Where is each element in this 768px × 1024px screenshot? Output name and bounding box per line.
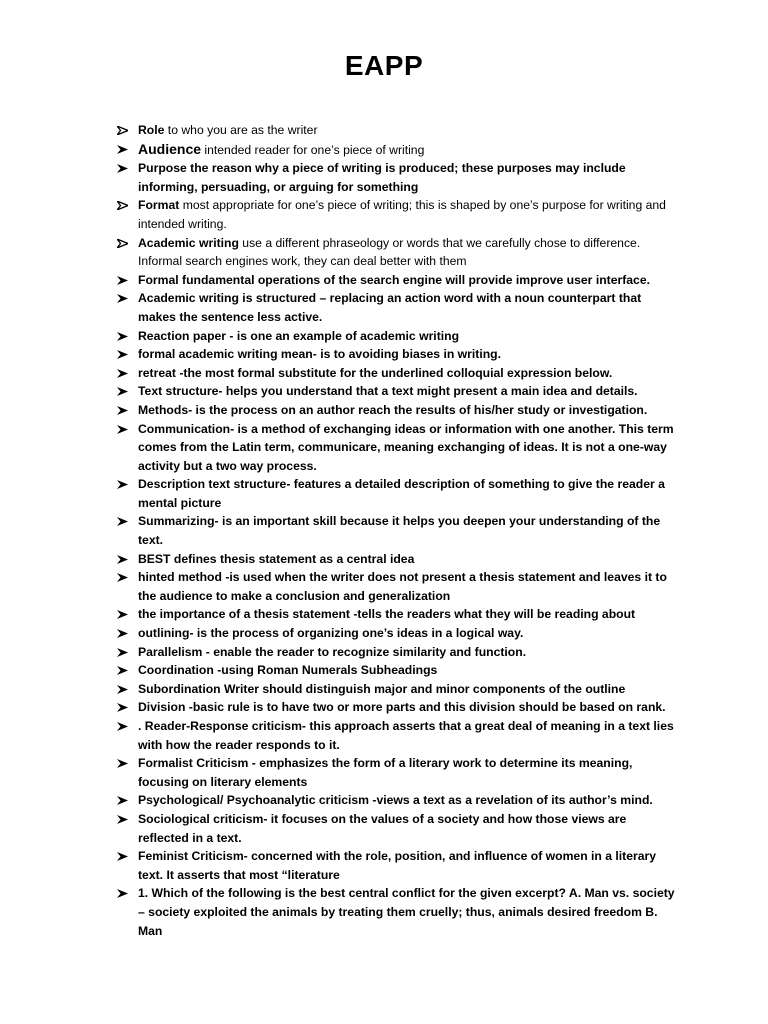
item-term: formal academic writing mean (138, 347, 313, 362)
list-item (117, 234, 677, 271)
item-text: - is an important skill because it helps you deepen your understanding of the text. (138, 514, 661, 548)
item-term: Methods (138, 402, 189, 417)
arrow-bullet-icon (117, 164, 128, 173)
item-term: Audience (138, 140, 202, 157)
item-term: Summarizing (138, 514, 215, 529)
item-term: the importance of a thesis statement (138, 607, 350, 622)
arrow-bullet-icon (117, 629, 128, 638)
arrow-bullet-icon (117, 517, 128, 526)
arrow-bullet-icon (117, 126, 128, 135)
item-term: Psychological/ Psychoanalytic criticism (138, 793, 369, 808)
arrow-bullet-icon (117, 201, 128, 210)
arrow-bullet-icon (117, 145, 128, 154)
list-item (117, 884, 677, 940)
arrow-bullet-icon (117, 276, 128, 285)
page-title: EAPP (344, 50, 424, 81)
arrow-bullet-icon (117, 648, 128, 657)
arrow-bullet-icon (117, 480, 128, 489)
item-term: Coordination (138, 663, 214, 678)
arrow-bullet-icon (117, 350, 128, 359)
item-term: Description (138, 477, 206, 492)
list-item (117, 159, 677, 196)
item-text: - enable the reader to recognize similarity and function. (202, 644, 527, 659)
item-text: Writer should distinguish major and minor components of the outline (220, 681, 626, 696)
item-text: -the most formal substitute for the underlined colloquial expression below. (175, 365, 613, 380)
item-term: Academic writing (138, 291, 239, 306)
list-item (117, 327, 677, 346)
item-term: Subordination (138, 681, 221, 696)
item-term: Role (138, 123, 165, 137)
item-term: Formalist Criticism (138, 756, 249, 771)
item-text: the reason why a piece of writing is produced; these purposes may include informing, persuading, or arguing for something (138, 161, 626, 194)
list-item (117, 605, 677, 624)
arrow-bullet-icon (117, 294, 128, 303)
item-term: hinted method (138, 570, 222, 585)
item-text: - is the process on an author reach the results of his/her study or investigation. (188, 402, 648, 417)
list-item (117, 698, 677, 717)
item-term: . Reader-Response criticism (138, 719, 302, 733)
list-item (117, 643, 677, 662)
item-text: text structure- features a detailed description of something to give the reader a mental picture (138, 477, 665, 510)
list-item (117, 121, 677, 140)
item-text: -using Roman Numerals Subheadings (213, 663, 438, 678)
item-term: Format (138, 198, 180, 213)
arrow-bullet-icon (117, 852, 128, 861)
item-term: Formal (138, 272, 179, 287)
arrow-bullet-icon (117, 369, 128, 378)
item-text: defines thesis statement as a central idea (170, 551, 415, 566)
item-term: Academic writing (138, 235, 239, 250)
list-item (117, 550, 677, 569)
item-term: Feminist Criticism (138, 849, 244, 864)
item-text: to who you are as the writer (164, 123, 318, 137)
list-item (117, 382, 677, 401)
item-text: - this approach asserts that a great deal of meaning in a text lies with how the reader responds to it. (138, 719, 674, 752)
item-term: retreat (138, 365, 176, 380)
item-term: Sociological criticism (138, 811, 264, 826)
list-item (117, 475, 677, 512)
item-term: Communication (138, 421, 231, 436)
item-text: is structured – replacing an action word with a noun counterpart that makes the sentence less active. (138, 291, 642, 324)
item-term: outlining (138, 626, 190, 641)
list-item (117, 512, 677, 549)
list-item (117, 717, 677, 754)
list-item (117, 810, 677, 847)
list-item (117, 661, 677, 680)
arrow-bullet-icon (117, 610, 128, 619)
arrow-bullet-icon (117, 703, 128, 712)
arrow-bullet-icon (117, 722, 128, 731)
item-term: Parallelism (138, 644, 203, 659)
arrow-bullet-icon (117, 573, 128, 582)
item-text: - is one an example of academic writing (226, 328, 460, 343)
list-item (117, 196, 677, 233)
arrow-bullet-icon (117, 387, 128, 396)
item-text: -tells the readers what they will be reading about (349, 607, 636, 622)
list-item (117, 624, 677, 643)
item-term: Text structure (138, 384, 219, 399)
arrow-bullet-icon (117, 425, 128, 434)
item-term: Reaction paper (138, 328, 227, 343)
list-item (117, 568, 677, 605)
list-item (117, 271, 677, 290)
list-item (117, 847, 677, 884)
item-term: Division (138, 700, 186, 715)
item-text: intended reader for one’s piece of writing (201, 142, 425, 157)
item-term: BEST (138, 551, 171, 566)
item-text: - it focuses on the values of a society and how those views are reflected in a text. (138, 811, 627, 845)
item-text: most appropriate for one’s piece of writing; this is shaped by one’s purpose for writing and intended writing. (138, 198, 666, 231)
item-text: use a different phraseology or words that we carefully chose to difference. Informal search engines work, they can deal better with them (138, 235, 641, 269)
item-text: -views a text as a revelation of its author’s mind. (369, 793, 653, 808)
arrow-bullet-icon (117, 796, 128, 805)
item-term: Purpose (138, 161, 187, 176)
list-item (117, 754, 677, 791)
item-text: - is the process of organizing one’s ideas in a logical way. (189, 626, 524, 641)
item-text: -basic rule is to have two or more parts and this division should be based on rank. (185, 700, 666, 715)
list-item (117, 289, 677, 326)
arrow-bullet-icon (117, 666, 128, 675)
arrow-bullet-icon (117, 406, 128, 415)
item-text: fundamental operations of the search engine will provide improve user interface. (178, 272, 651, 287)
list-item (117, 140, 677, 160)
arrow-bullet-icon (117, 685, 128, 694)
arrow-bullet-icon (117, 332, 128, 341)
list-item (117, 401, 677, 420)
list-item (117, 680, 677, 699)
list-item (117, 364, 677, 383)
item-term: 1. Which of the following is the best central conflict for the given excerpt? A. Man vs. society – society exploited the animals by treating them cruelly; thus, animals desired freedom B. Man (138, 886, 675, 938)
arrow-bullet-icon (117, 815, 128, 824)
item-text: -is used when the writer does not present a thesis statement and leaves it to the audience to make a conclusion and generalization (138, 570, 667, 603)
item-text: - helps you understand that a text might present a main idea and details. (218, 384, 638, 399)
item-text: - is to avoiding biases in writing. (312, 347, 502, 362)
arrow-bullet-icon (117, 239, 128, 248)
item-text: - emphasizes the form of a literary work to determine its meaning, focusing on literary elements (138, 756, 633, 789)
bullet-list (117, 121, 677, 940)
item-text: - is a method of exchanging ideas or information with one another. This term comes from the Latin term, communicare, meaning exchanging of ideas. It is not a one-way activity but a two way process. (138, 421, 674, 473)
list-item (117, 345, 677, 364)
list-item (117, 791, 677, 810)
arrow-bullet-icon (117, 759, 128, 768)
arrow-bullet-icon (117, 889, 128, 898)
item-text: - concerned with the role, position, and influence of women in a literary text. It asserts that most “literature (138, 849, 657, 882)
arrow-bullet-icon (117, 555, 128, 564)
list-item (117, 420, 677, 476)
